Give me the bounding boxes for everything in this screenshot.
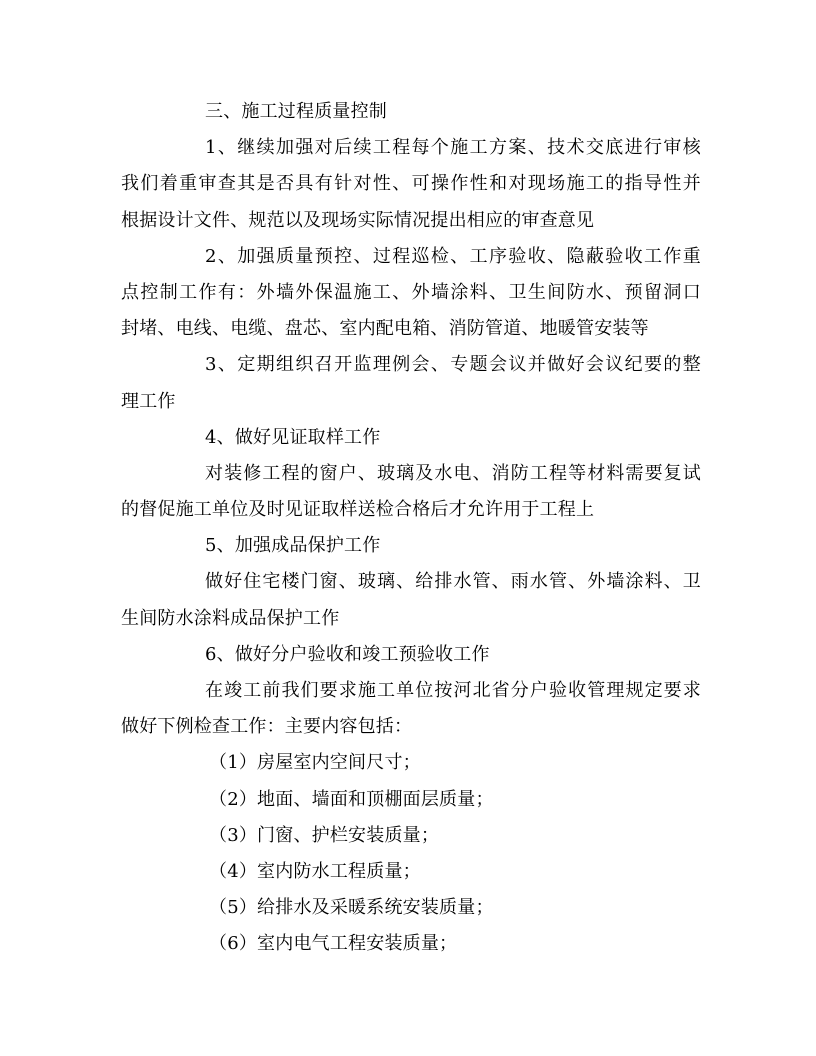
list-item: （5）给排水及采暖系统安装质量； [209,897,494,919]
paragraph-line: 根据设计文件、规范以及现场实际情况提出相应的审查意见 [121,209,595,231]
list-item: （3）门窗、护栏安装质量； [209,824,440,846]
paragraph-line: 的督促施工单位及时见证取样送检合格后才允许用于工程上 [121,499,595,521]
paragraph-line: 3、定期组织召开监理例会、专题会议并做好会议纪要的整 [205,354,701,376]
paragraph-line: 我们着重审查其是否具有针对性、可操作性和对现场施工的指导性并 [121,173,701,195]
section-heading: 三、施工过程质量控制 [205,101,387,122]
item-heading: 4、做好见证取样工作 [205,426,381,448]
list-item: （1）房屋室内空间尺寸； [209,752,421,774]
document-body [121,94,701,963]
paragraph-line: 封堵、电线、电缆、盘芯、室内配电箱、消防管道、地暖管安装等 [121,318,649,340]
paragraph-line: 在竣工前我们要求施工单位按河北省分户验收管理规定要求 [205,680,701,701]
paragraph-line: 点控制工作有：外墙外保温施工、外墙涂料、卫生间防水、预留洞口 [121,281,701,303]
paragraph-line: 做好住宅楼门窗、玻璃、给排水管、雨水管、外墙涂料、卫 [205,571,701,593]
item-heading: 6、做好分户验收和竣工预验收工作 [205,643,490,665]
list-item: （6）室内电气工程安装质量； [209,933,458,955]
paragraph-line: 做好下例检查工作：主要内容包括： [121,716,413,738]
paragraph-line: 理工作 [121,390,176,412]
item-heading: 5、加强成品保护工作 [205,535,381,557]
list-item: （2）地面、墙面和顶棚面层质量； [209,788,494,810]
paragraph-line: 1、继续加强对后续工程每个施工方案、技术交底进行审核 [205,137,701,159]
list-item: （4）室内防水工程质量； [209,860,421,882]
paragraph-line: 对装修工程的窗户、玻璃及水电、消防工程等材料需要复试 [205,462,701,484]
paragraph-line: 生间防水涂料成品保护工作 [121,607,340,629]
paragraph-line: 2、加强质量预控、过程巡检、工序验收、隐蔽验收工作重 [205,245,701,267]
